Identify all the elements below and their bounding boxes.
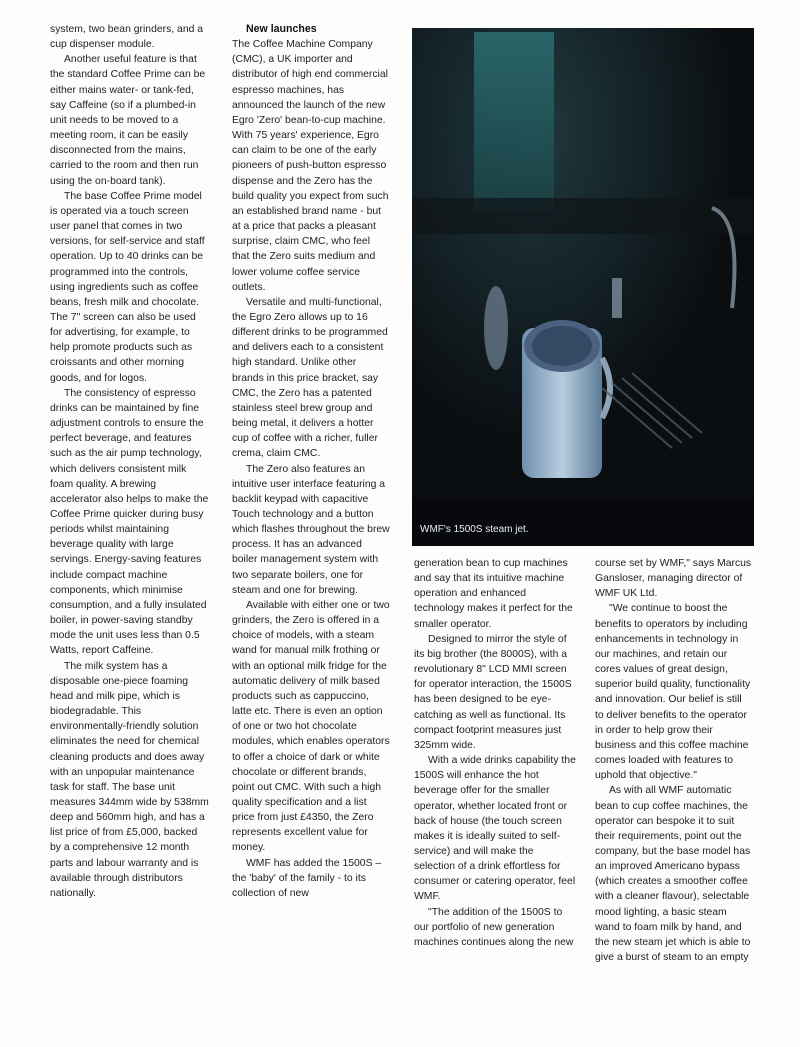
paragraph: The consistency of espresso drinks can be maintained by fine adjustment controls to ensure the perfect beverage, and features such as the air pump technology, which delivers consistent milk foam quality. A brewing accelerator also helps to make the Coffee Prime quicker during busy periods whilst maintaining beverage quality with large servings. Energy-saving features include compact machine components, which minimise consumption, and a fully insulated boiler, in power-saving standby mode the unit uses less than 0.5 Watts, report Caffeine. — [50, 387, 209, 657]
paragraph: "The addition of the 1500S to our portfolio of new generation machines continues along the new — [414, 906, 574, 948]
paragraph: Another useful feature is that the standard Coffee Prime can be either mains water- or tank-fed, say Caffeine (so if a plumbed-in unit needs to be moved to a meeting room, it can be easily disconnected from the mains, carried to the room and then run using the on-board tank). — [50, 54, 206, 187]
paragraph: With a wide drinks capability the 1500S will enhance the hot beverage offer for the smaller operator, whether located front or back of house (the touch screen makes it is ideally suited to self-service) and will make the selection of a drink effortless for consumer or catering operator, feel WMF. — [414, 755, 576, 903]
photo-caption: WMF's 1500S steam jet. — [420, 524, 529, 535]
column-4 — [595, 556, 753, 965]
paragraph: system, two bean grinders, and a cup dispenser module. — [50, 24, 204, 51]
paragraph: Available with either one or two grinders, the Zero is offered in a choice of models, with a steam wand for manual milk frothing or with an optional milk fridge for the automatic delivery of milk based products such as cappuccino, latte etc. There is even an option of one or two hot chocolate modules, which enables operators to offer a choice of dark or white chocolate or different brands, point out CMC. With such a high quality specification and a list price from just £4350, the Zero represents excellent value for money. — [232, 599, 390, 854]
photo-illustration — [412, 28, 754, 546]
section-heading: New launches — [246, 23, 317, 35]
coffee-machine-photo — [412, 28, 754, 546]
paragraph: WMF has added the 1500S – the 'baby' of the family - to its collection of new — [232, 857, 382, 899]
paragraph: generation bean to cup machines and say that its intuitive machine operation and enhanced technology makes it perfect for the smaller operator. — [414, 558, 573, 630]
column-2 — [232, 22, 390, 901]
paragraph: The base Coffee Prime model is operated via a touch screen user panel that comes in two versions, for self-service and staff operation. Up to 40 drinks can be programmed into the controls, using ingredients such as coffee beans, fresh milk and chocolate. The 7" screen can also be used for advertising, for example, to help promote products such as croissants and other morning goods, and for logos. — [50, 190, 205, 384]
paragraph: Versatile and multi-functional, the Egro Zero allows up to 16 different drinks to be programmed and delivers each to a consistent high standard. Unlike other brands in this price bracket, say CMC, the Zero has a patented stainless steel brew group and being metal, it delivers a hotter cup of coffee with a richer, fuller crema, claim CMC. — [232, 296, 388, 460]
paragraph: As with all WMF automatic bean to cup coffee machines, the operator can bespoke it to suit their requirements, point out the company, but the base model has an improved Americano bypass (which creates a smoother coffee with a cleaner flavour), selectable mood lighting, a basic steam wand to foam milk by hand, and the new steam jet which is able to give a burst of steam to an empty — [595, 785, 751, 964]
paragraph: The Coffee Machine Company (CMC), a UK importer and distributor of high end commercial espresso machines, has announced the launch of the new Egro 'Zero' bean-to-cup machine. With 75 years' experience, Egro can claim to be one of the early pioneers of push-button espresso dispense and the Zero has the build quality you expect from such an established brand name - but at a price that packs a pleasant surprise, claim CMC, who feel that the Zero suits medium and lower volume coffee service outlets. — [232, 39, 389, 293]
paragraph: course set by WMF," says Marcus Gansloser, managing director of WMF UK Ltd. — [595, 558, 752, 600]
paragraph: The milk system has a disposable one-piece foaming head and milk pipe, which is biodegradable. This environmentally-friendly solution eliminates the need for chemical cleaning products and does away with an unpopular maintenance task for staff. The base unit measures 344mm wide by 538mm deep and 560mm high, and has a list price of from £5,000, backed by a comprehensive 12 month parts and labour warranty and is available through distributors nationally. — [50, 660, 209, 899]
paragraph: Designed to mirror the style of its big brother (the 8000S), with a revolutionary 8" LCD MMI screen for operator interaction, the 1500S has been designed to be eye-catching as well as functional. Its compact footprint measures just 325mm wide. — [414, 633, 572, 751]
column-1 — [50, 22, 210, 901]
paragraph: The Zero also features an intuitive user interface featuring a backlit keypad with capacitive Touch technology and a button which flashes throughout the brew process. It has an advanced boiler management system with two separate boilers, one for steam and one for brewing. — [232, 463, 390, 596]
column-3 — [414, 556, 576, 950]
paragraph: "We continue to boost the benefits to operators by including enhancements in technology in our machines, and retain our cores values of great design, superior build quality, functionality and innovation. Our belief is still to deliver benefits to the operator in order to help grow their business and this coffee machine comes loaded with features to uphold that objective." — [595, 603, 751, 782]
